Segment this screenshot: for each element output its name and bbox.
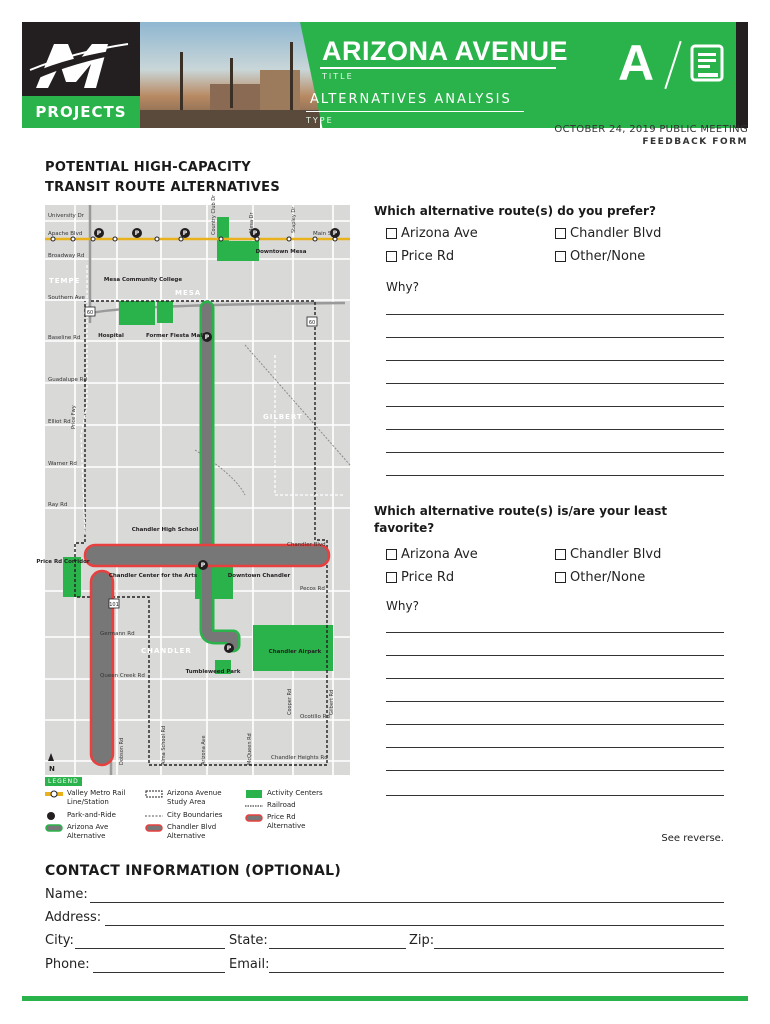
road-label: Warner Rd [48,461,77,467]
place-label: Chandler High School [131,527,199,533]
q2-write-line[interactable] [386,701,724,702]
legend-activity-centers: Activity Centers [245,789,329,798]
svg-text:P: P [96,230,102,237]
road-label: Ray Rd [48,502,68,508]
legend-chandler-blvd: Chandler Blvd Alternative [145,823,229,841]
q2-question: Which alternative route(s) is/are your least favorite? [374,504,668,535]
checkbox[interactable] [555,228,566,239]
form-name: FEEDBACK FORM [642,137,748,147]
road-label: Pecos Rd [300,586,325,592]
road-label: University Dr [48,213,84,219]
name-label: Name: [45,887,88,902]
q1-write-line[interactable] [386,452,724,453]
road-label: Mesa Dr [249,212,255,233]
city-label: TEMPE [49,277,81,285]
q1-write-line[interactable] [386,360,724,361]
place-label: Chandler Center for the Arts [108,573,198,579]
checkbox[interactable] [386,572,397,583]
email-field[interactable] [269,972,724,973]
legend-railroad: Railroad [245,801,329,810]
q2-option-price-rd[interactable]: Price Rd [386,570,454,585]
q1-option-chandler-blvd[interactable]: Chandler Blvd [555,226,661,241]
place-label: Hospital [98,333,124,339]
q1-why-label: Why? [386,280,419,294]
header-photo [140,22,320,128]
svg-text:P: P [200,562,206,569]
q2-write-line[interactable] [386,770,724,771]
road-label: Germann Rd [100,631,135,637]
road-label: Southern Ave [48,295,85,301]
type-caption: TYPE [306,116,334,125]
highway-shield-label: 60 [86,310,94,316]
svg-text:P: P [226,645,232,652]
legend-study-area: Arizona Avenue Study Area [145,789,229,807]
arizona-route-icon [45,824,63,832]
road-label: Cooper Rd [287,688,293,715]
railroad-icon [245,802,263,810]
phone-field[interactable] [93,972,225,973]
price-route-icon [245,814,263,822]
rail-station-icon [45,790,63,798]
road-label: Queen Creek Rd [100,673,145,679]
checkbox[interactable] [555,572,566,583]
checkbox[interactable] [555,549,566,560]
svg-text:P: P [332,230,338,237]
legend-price-rd: Price Rd Alternative [245,813,329,831]
q2-option-arizona-ave[interactable]: Arizona Ave [386,547,478,562]
q2-write-line[interactable] [386,655,724,656]
footer-bar [22,996,748,1001]
road-label: Chandler Heights Rd [271,755,328,761]
road-label: Chandler Blvd [287,542,326,548]
road-label: Guadalupe Rd [48,377,87,383]
place-label: Tumbleweed Park [185,669,241,675]
svg-text:P: P [134,230,140,237]
q1-option-other-none[interactable]: Other/None [555,249,645,264]
phone-label: Phone: [45,957,90,972]
q2-write-line[interactable] [386,632,724,633]
north-arrow: N [49,765,55,773]
zip-label: Zip: [409,933,435,948]
route-letter: A [618,35,655,91]
place-label: Chandler Airpark [268,649,322,655]
project-type: ALTERNATIVES ANALYSIS [310,92,512,107]
q2-why-label: Why? [386,599,419,613]
q1-write-line[interactable] [386,337,724,338]
name-field[interactable] [90,902,724,903]
city-field[interactable] [75,948,225,949]
place-label: Former Fiesta Mall [146,333,204,339]
route-map [36,194,350,775]
projects-label: PROJECTS [22,96,140,128]
road-label: Main St [313,231,334,237]
legend-arizona-ave: Arizona Ave Alternative [45,823,129,841]
project-title: ARIZONA AVENUE [322,36,569,66]
road-label: Broadway Rd [48,253,85,259]
q2-write-line[interactable] [386,678,724,679]
map-legend [45,777,350,847]
legend-tag: LEGEND [45,777,82,786]
place-label: Downtown Chandler [227,573,291,579]
road-label: Baseline Rd [48,335,81,341]
road-label: Stapley Dr [291,206,297,233]
city-label: MESA [175,289,202,297]
road-label: McQueen Rd [247,733,253,765]
legend-rail: Valley Metro Rail Line/Station [45,789,129,807]
place-label: Price Rd Corridor [36,559,90,565]
q2-option-other-none[interactable]: Other/None [555,570,645,585]
q1-write-line[interactable] [386,429,724,430]
address-field[interactable] [105,925,724,926]
title-caption: TITLE [322,72,354,81]
q1-write-line[interactable] [386,314,724,315]
q2-write-line[interactable] [386,795,724,796]
q1-question: Which alternative route(s) do you prefer? [374,204,656,218]
title-rule [320,67,556,69]
svg-text:P: P [252,230,258,237]
see-reverse-note: See reverse. [661,833,724,844]
header-edge-strip [736,22,748,128]
map-title-line2: TRANSIT ROUTE ALTERNATIVES [45,180,280,195]
zip-field[interactable] [434,948,724,949]
highway-shield-label: 60 [308,320,316,326]
checkbox[interactable] [386,251,397,262]
type-rule [306,111,524,112]
road-label: Arizona Ave [201,735,207,765]
place-label: Mesa Community College [103,277,183,283]
city-label: GILBERT [263,413,303,421]
place-label: Downtown Mesa [255,249,307,255]
q2-write-line[interactable] [386,747,724,748]
q1-option-price-rd[interactable]: Price Rd [386,249,454,264]
road-label: Alma School Rd [161,725,167,765]
map-title-line1: POTENTIAL HIGH-CAPACITY [45,160,252,175]
map-section-title [45,158,280,198]
city-boundary-icon [145,812,163,820]
road-label: Country Club Dr [211,194,217,235]
checkbox[interactable] [386,549,397,560]
highway-shield-label: 101 [109,602,119,608]
road-label: Apache Blvd [48,231,83,237]
city-label: City: [45,933,74,948]
road-label: Dobson Rd [119,737,125,765]
park-and-ride-icon [45,812,63,820]
q2-write-line[interactable] [386,724,724,725]
q2-option-chandler-blvd[interactable]: Chandler Blvd [555,547,661,562]
contact-title: CONTACT INFORMATION (OPTIONAL) [45,863,342,879]
checkbox[interactable] [386,228,397,239]
chandler-route-icon [145,824,163,832]
study-area-icon [145,790,163,798]
state-label: State: [229,933,268,948]
address-label: Address: [45,910,102,925]
legend-city-boundaries: City Boundaries [145,811,229,820]
road-label: Elliot Rd [48,419,71,425]
road-label: Price Fwy [71,405,77,429]
legend-park-and-ride: Park-and-Ride [45,811,129,820]
document-icon [690,44,726,88]
activity-center-icon [245,790,263,798]
email-label: Email: [229,957,270,972]
checkbox[interactable] [555,251,566,262]
road-label: Ocotillo Rd [300,714,330,720]
svg-text:P: P [182,230,188,237]
city-label: CHANDLER [141,647,192,655]
meeting-date: OCTOBER 24, 2019 PUBLIC MEETING [554,124,748,135]
road-label: Gilbert Rd [329,689,335,715]
state-field[interactable] [269,948,406,949]
q1-write-line[interactable] [386,383,724,384]
q1-write-line[interactable] [386,475,724,476]
q1-option-arizona-ave[interactable]: Arizona Ave [386,226,478,241]
q1-write-line[interactable] [386,406,724,407]
svg-text:P: P [204,334,210,341]
